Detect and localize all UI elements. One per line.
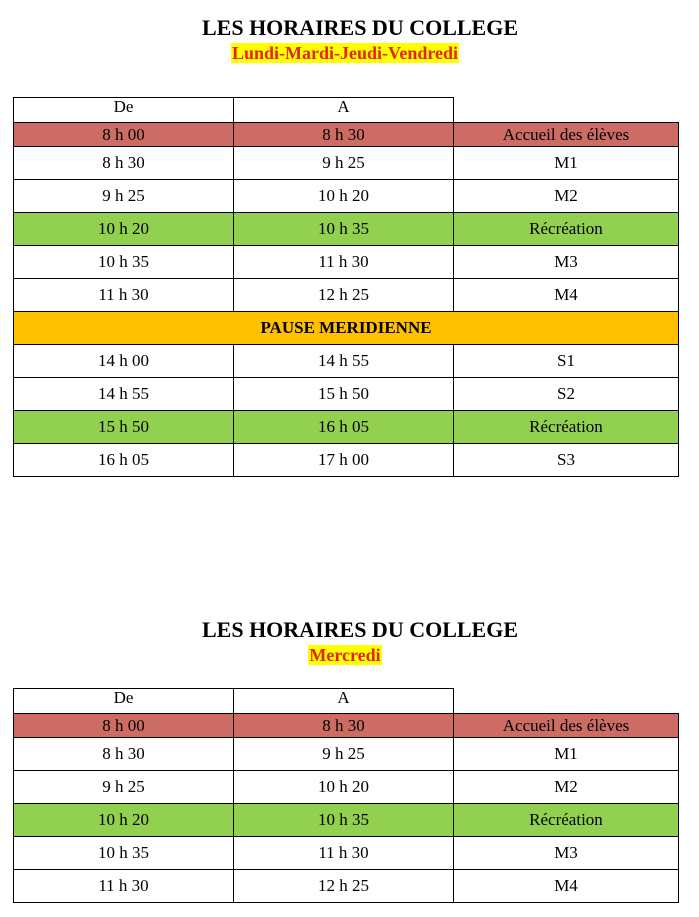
activity-cell: M1 [454, 738, 679, 771]
schedule-table [13, 97, 679, 477]
end-time-cell: 15 h 50 [234, 378, 454, 411]
page-title: LES HORAIRES DU COLLEGE [201, 15, 519, 40]
schedule-row [14, 345, 679, 378]
activity-cell: S3 [454, 444, 679, 477]
schedule-row [14, 444, 679, 477]
start-time-cell: 14 h 55 [14, 378, 234, 411]
start-time-cell: 10 h 20 [14, 804, 234, 837]
column-header-empty [454, 689, 679, 714]
days-subtitle [145, 645, 545, 665]
activity-cell: Récréation [454, 411, 679, 444]
end-time-cell: 17 h 00 [234, 444, 454, 477]
end-time-cell: 12 h 25 [234, 870, 454, 903]
end-time-cell: 11 h 30 [234, 246, 454, 279]
column-header-to: A [234, 689, 454, 714]
end-time-cell: 9 h 25 [234, 147, 454, 180]
header-row [14, 98, 679, 123]
schedule-row [14, 123, 679, 147]
start-time-cell: 11 h 30 [14, 870, 234, 903]
activity-cell: Accueil des élèves [454, 714, 679, 738]
end-time-cell: 8 h 30 [234, 123, 454, 147]
activity-cell: Récréation [454, 804, 679, 837]
start-time-cell: 16 h 05 [14, 444, 234, 477]
end-time-cell: 10 h 35 [234, 213, 454, 246]
end-time-cell: 9 h 25 [234, 738, 454, 771]
end-time-cell: 12 h 25 [234, 279, 454, 312]
start-time-cell: 8 h 30 [14, 147, 234, 180]
activity-cell: S2 [454, 378, 679, 411]
pause-row [14, 312, 679, 345]
start-time-cell: 9 h 25 [14, 771, 234, 804]
end-time-cell: 11 h 30 [234, 837, 454, 870]
activity-cell: Récréation [454, 213, 679, 246]
column-header-from: De [14, 98, 234, 123]
activity-cell: Accueil des élèves [454, 123, 679, 147]
column-header-to: A [234, 98, 454, 123]
schedule-row [14, 804, 679, 837]
end-time-cell: 10 h 20 [234, 771, 454, 804]
schedule-row [14, 213, 679, 246]
activity-cell: M2 [454, 180, 679, 213]
end-time-cell: 8 h 30 [234, 714, 454, 738]
end-time-cell: 10 h 35 [234, 804, 454, 837]
pause-cell: PAUSE MERIDIENNE [14, 312, 679, 345]
column-header-empty [454, 98, 679, 123]
activity-cell: M1 [454, 147, 679, 180]
start-time-cell: 10 h 20 [14, 213, 234, 246]
start-time-cell: 8 h 00 [14, 714, 234, 738]
end-time-cell: 14 h 55 [234, 345, 454, 378]
activity-cell: M3 [454, 837, 679, 870]
end-time-cell: 10 h 20 [234, 180, 454, 213]
schedule-row [14, 870, 679, 903]
days-subtitle [145, 43, 545, 63]
activity-cell: M4 [454, 279, 679, 312]
activity-cell: M3 [454, 246, 679, 279]
start-time-cell: 9 h 25 [14, 180, 234, 213]
start-time-cell: 15 h 50 [14, 411, 234, 444]
start-time-cell: 8 h 30 [14, 738, 234, 771]
activity-cell: S1 [454, 345, 679, 378]
schedule-row [14, 837, 679, 870]
schedule-row [14, 378, 679, 411]
page-title: LES HORAIRES DU COLLEGE [201, 617, 519, 642]
column-header-from: De [14, 689, 234, 714]
start-time-cell: 10 h 35 [14, 246, 234, 279]
schedule-row [14, 738, 679, 771]
schedule-row [14, 411, 679, 444]
header-row [14, 689, 679, 714]
schedule-row [14, 246, 679, 279]
schedule-row [14, 180, 679, 213]
start-time-cell: 8 h 00 [14, 123, 234, 147]
days-subtitle-text: Lundi-Mardi-Jeudi-Vendredi [231, 43, 459, 63]
activity-cell: M4 [454, 870, 679, 903]
start-time-cell: 14 h 00 [14, 345, 234, 378]
start-time-cell: 11 h 30 [14, 279, 234, 312]
schedule-row [14, 147, 679, 180]
schedule-row [14, 771, 679, 804]
days-subtitle-text: Mercredi [309, 645, 381, 665]
start-time-cell: 10 h 35 [14, 837, 234, 870]
end-time-cell: 16 h 05 [234, 411, 454, 444]
schedule-row [14, 279, 679, 312]
schedule-row [14, 714, 679, 738]
schedule-table [13, 688, 679, 903]
activity-cell: M2 [454, 771, 679, 804]
